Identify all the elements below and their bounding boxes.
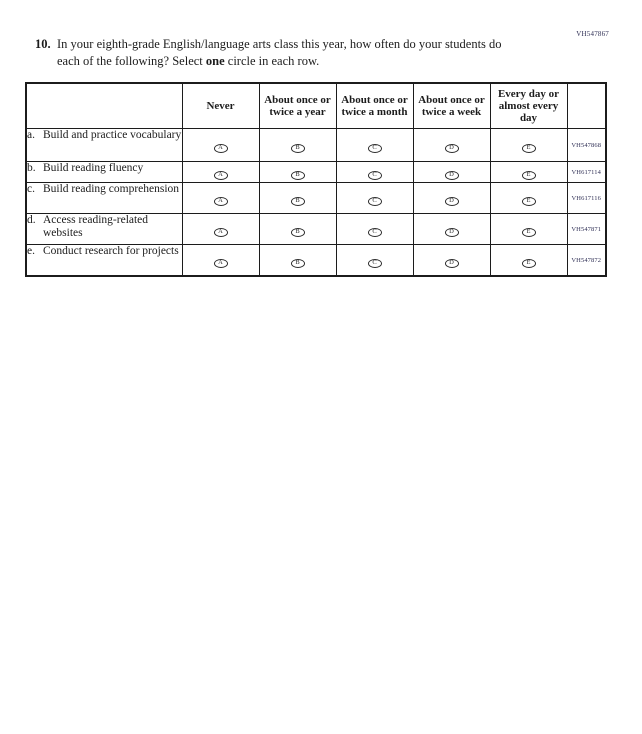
- answer-bubble-d-everyday[interactable]: E: [522, 228, 536, 237]
- row-b-cell-everyday: [490, 162, 567, 183]
- row-c-letter: c.: [27, 183, 35, 195]
- row-e-cell-week: [413, 245, 490, 277]
- row-b-label-cell: [26, 162, 182, 183]
- row-c-code: VH617116: [567, 183, 606, 214]
- answer-bubble-a-never[interactable]: A: [214, 144, 228, 153]
- answer-bubble-e-never[interactable]: A: [214, 259, 228, 268]
- row-d-label: Access reading-related websites: [43, 214, 149, 240]
- row-a-cell-month: [336, 129, 413, 162]
- column-header-never: Never: [182, 83, 259, 129]
- row-b-cell-never: [182, 162, 259, 183]
- row-b-cell-month: [336, 162, 413, 183]
- question-text-start: In your eighth-grade English/language arts class this year, how often do your students do each of the following? Select: [57, 37, 502, 68]
- form-code: VH547867: [576, 30, 609, 38]
- answer-bubble-d-month[interactable]: C: [368, 228, 382, 237]
- answer-bubble-b-week[interactable]: D: [445, 171, 459, 180]
- column-header-every-day: Every day or almost every day: [490, 83, 567, 129]
- answer-bubble-d-year[interactable]: B: [291, 228, 305, 237]
- answer-bubble-b-everyday[interactable]: E: [522, 171, 536, 180]
- response-grid-table: [25, 82, 607, 277]
- row-e-code: VH547872: [567, 245, 606, 277]
- row-d-cell-year: [259, 214, 336, 245]
- answer-bubble-d-week[interactable]: D: [445, 228, 459, 237]
- answer-bubble-c-month[interactable]: C: [368, 197, 382, 206]
- row-d-cell-month: [336, 214, 413, 245]
- row-a-cell-everyday: [490, 129, 567, 162]
- row-c-label-cell: [26, 183, 182, 214]
- row-b-cell-week: [413, 162, 490, 183]
- row-a-cell-year: [259, 129, 336, 162]
- answer-bubble-e-everyday[interactable]: E: [522, 259, 536, 268]
- question-text: [57, 36, 507, 69]
- table-row-c: [26, 183, 606, 214]
- question-block: [35, 36, 515, 69]
- row-e-cell-month: [336, 245, 413, 277]
- row-c-cell-never: [182, 183, 259, 214]
- answer-bubble-a-month[interactable]: C: [368, 144, 382, 153]
- answer-bubble-a-year[interactable]: B: [291, 144, 305, 153]
- answer-bubble-b-never[interactable]: A: [214, 171, 228, 180]
- answer-bubble-e-month[interactable]: C: [368, 259, 382, 268]
- row-e-label-cell: [26, 245, 182, 277]
- table-row-e: [26, 245, 606, 277]
- row-d-cell-never: [182, 214, 259, 245]
- answer-bubble-d-never[interactable]: A: [214, 228, 228, 237]
- row-b-label: Build reading fluency: [43, 162, 144, 174]
- answer-bubble-c-never[interactable]: A: [214, 197, 228, 206]
- table-row-a: [26, 129, 606, 162]
- header-empty-code-cell: [567, 83, 606, 129]
- answer-bubble-b-year[interactable]: B: [291, 171, 305, 180]
- row-d-cell-week: [413, 214, 490, 245]
- table-row-d: [26, 214, 606, 245]
- row-a-cell-never: [182, 129, 259, 162]
- column-header-once-twice-week: About once or twice a week: [413, 83, 490, 129]
- answer-bubble-a-week[interactable]: D: [445, 144, 459, 153]
- column-header-once-twice-year: About once or twice a year: [259, 83, 336, 129]
- row-d-code: VH547871: [567, 214, 606, 245]
- row-b-cell-year: [259, 162, 336, 183]
- answer-bubble-c-everyday[interactable]: E: [522, 197, 536, 206]
- row-e-cell-everyday: [490, 245, 567, 277]
- header-empty-cell: [26, 83, 182, 129]
- row-a-label: Build and practice vocabulary: [43, 129, 182, 141]
- row-e-label: Conduct research for projects: [43, 245, 179, 257]
- row-d-letter: d.: [27, 214, 36, 226]
- answer-bubble-e-week[interactable]: D: [445, 259, 459, 268]
- header-row: [26, 83, 606, 129]
- row-a-label-cell: [26, 129, 182, 162]
- column-header-once-twice-month: About once or twice a month: [336, 83, 413, 129]
- row-e-letter: e.: [27, 245, 35, 257]
- question-text-bold: one: [205, 53, 225, 68]
- row-a-cell-week: [413, 129, 490, 162]
- answer-bubble-b-month[interactable]: C: [368, 171, 382, 180]
- row-c-cell-everyday: [490, 183, 567, 214]
- row-e-cell-year: [259, 245, 336, 277]
- row-c-cell-month: [336, 183, 413, 214]
- row-a-letter: a.: [27, 129, 35, 141]
- table-row-b: [26, 162, 606, 183]
- row-e-cell-never: [182, 245, 259, 277]
- row-c-label: Build reading comprehension: [43, 183, 180, 195]
- answer-bubble-c-year[interactable]: B: [291, 197, 305, 206]
- row-d-label-cell: [26, 214, 182, 245]
- question-text-end: circle in each row.: [224, 53, 320, 68]
- row-a-code: VH547868: [567, 129, 606, 162]
- answer-bubble-e-year[interactable]: B: [291, 259, 305, 268]
- row-b-letter: b.: [27, 162, 36, 174]
- row-c-cell-week: [413, 183, 490, 214]
- answer-bubble-a-everyday[interactable]: E: [522, 144, 536, 153]
- answer-bubble-c-week[interactable]: D: [445, 197, 459, 206]
- row-b-code: VH617114: [567, 162, 606, 183]
- row-d-cell-everyday: [490, 214, 567, 245]
- question-number: 10.: [35, 37, 51, 51]
- row-c-cell-year: [259, 183, 336, 214]
